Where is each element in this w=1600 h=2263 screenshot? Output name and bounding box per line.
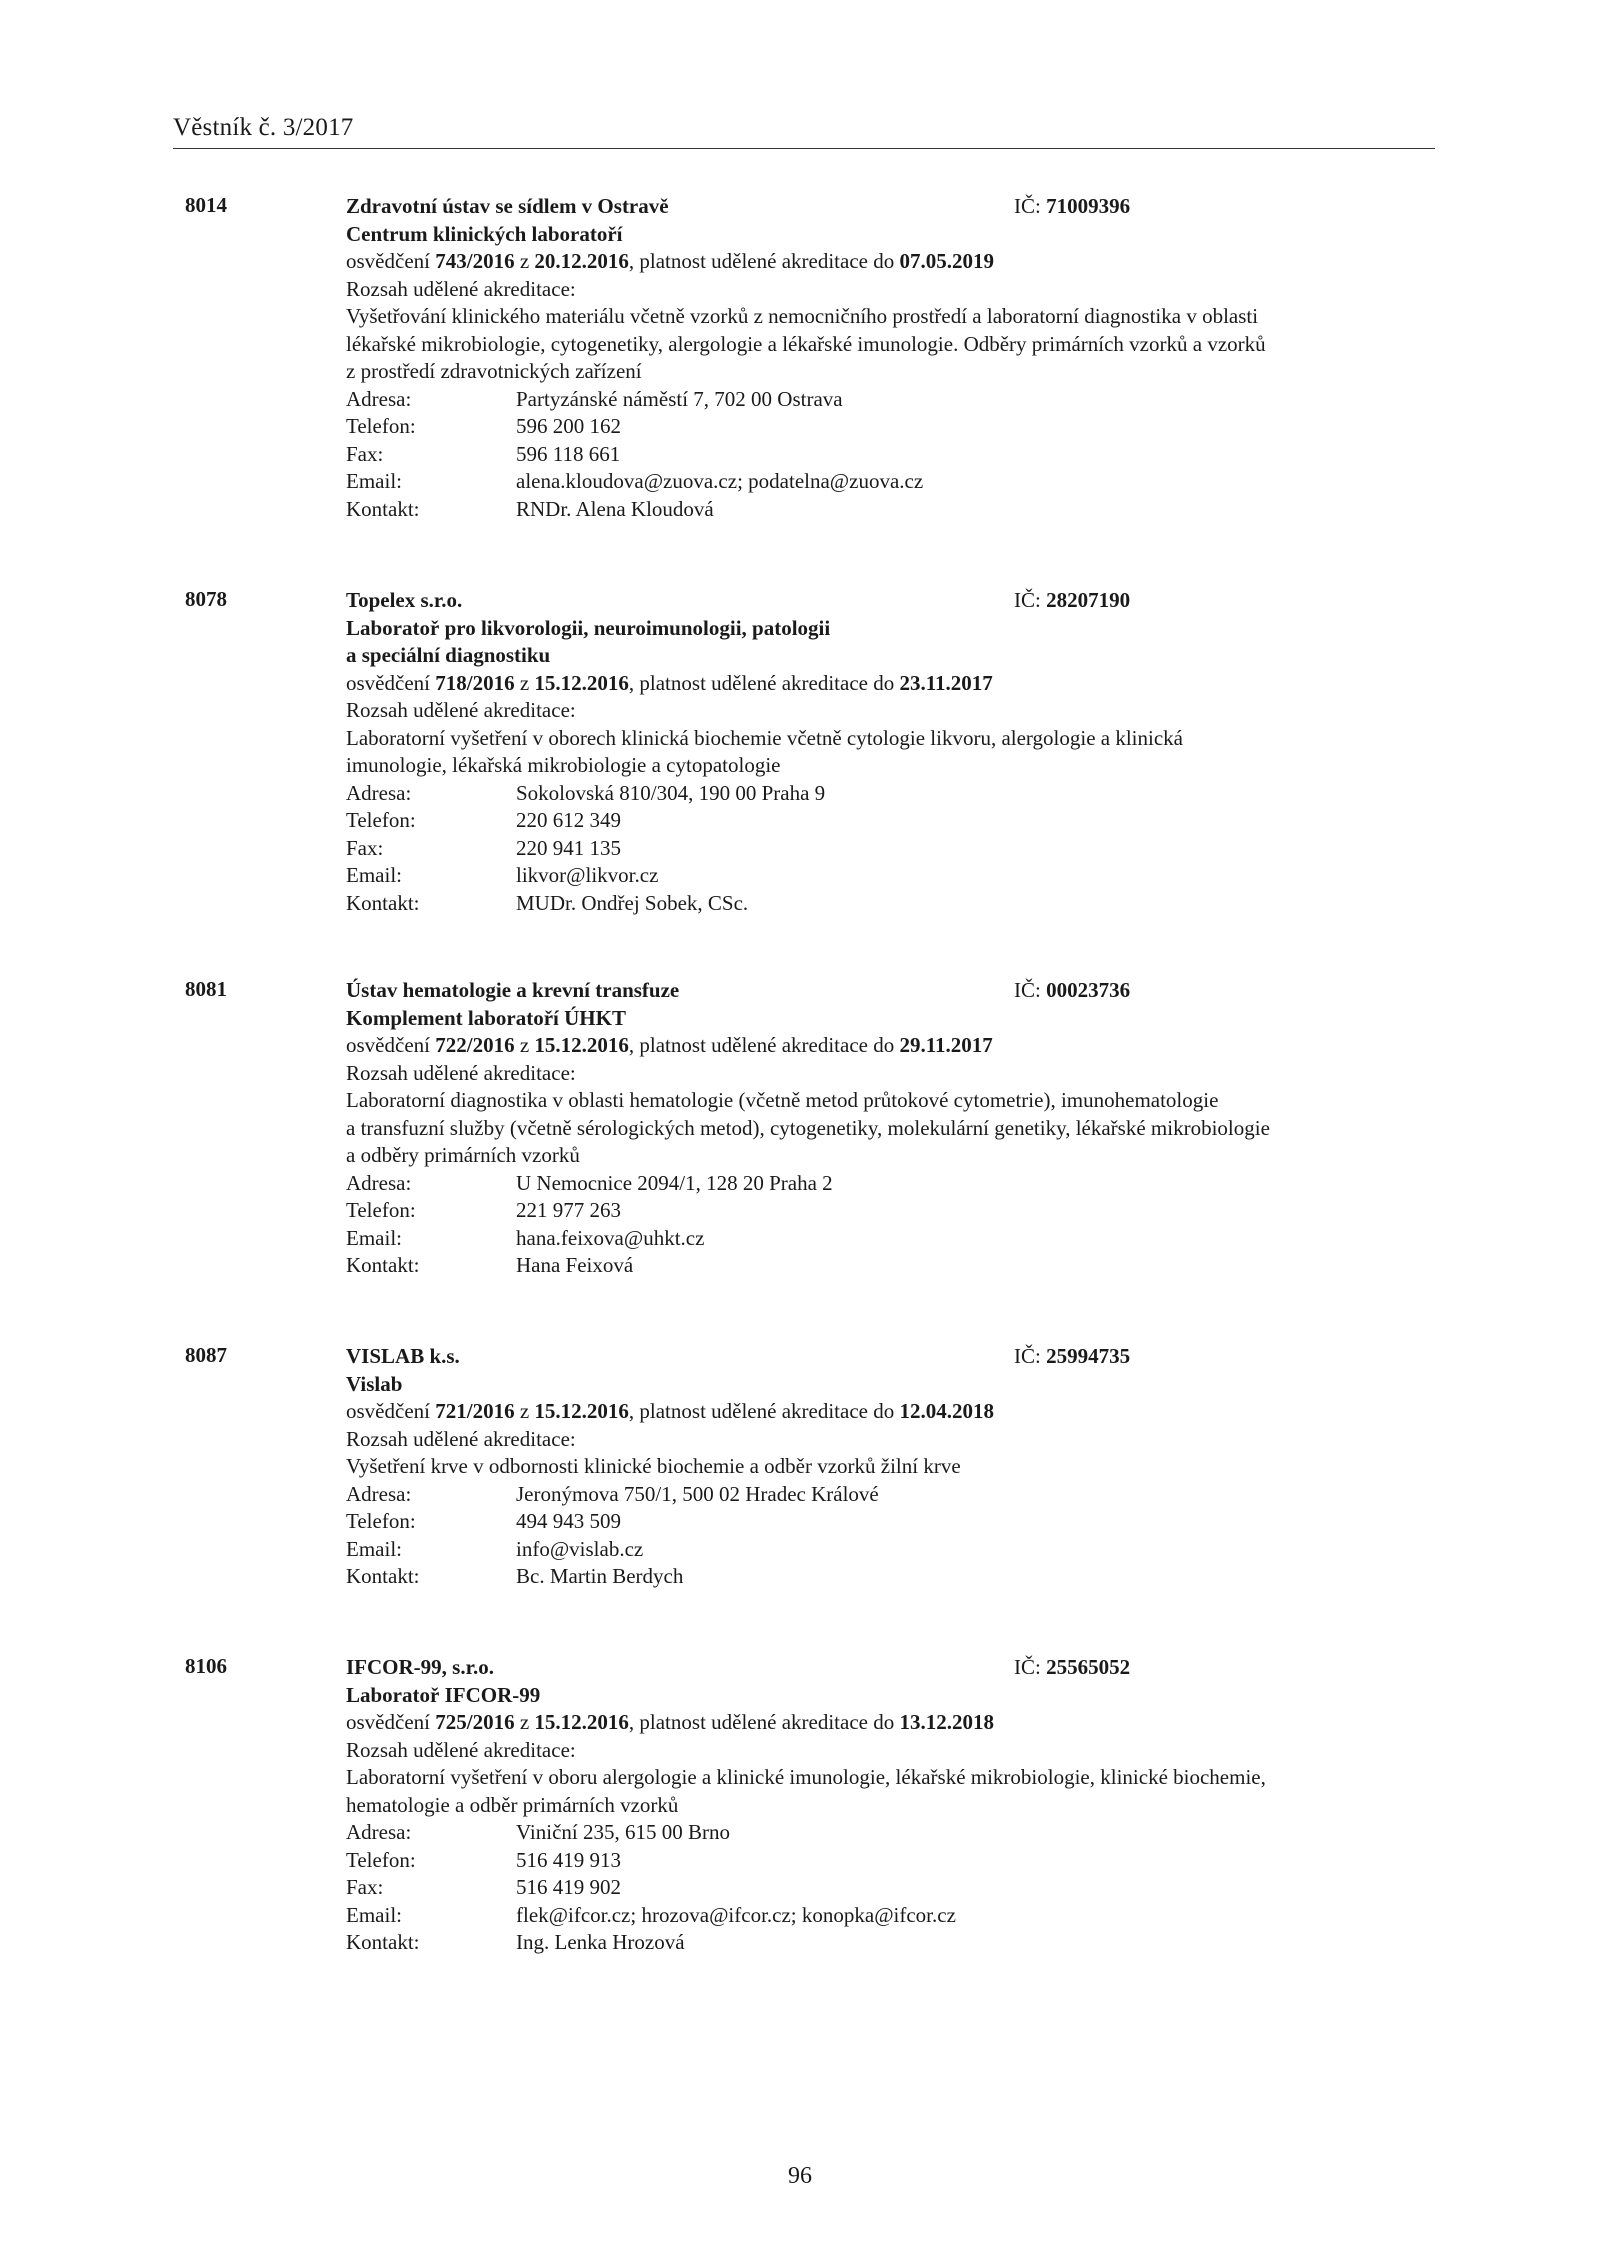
fax-row [346,1874,1426,1902]
contact-row [346,890,1426,918]
certificate-line [346,1398,1426,1426]
scope-text: Vyšetřování klinického materiálu včetně vzorků z nemocničního prostředí a laboratorní diagnostika v oblasti [346,304,1259,328]
address-row [346,1481,1426,1509]
page-number: 96 [788,2163,812,2189]
phone-value: 596 200 162 [516,414,621,438]
phone-value: 494 943 509 [516,1509,621,1533]
email-row [346,468,1426,496]
certificate-number: 722/2016 [435,1033,515,1057]
cert-z: z [519,249,530,273]
contact-value: Ing. Lenka Hrozová [516,1930,685,1954]
address-value: Jeronýmova 750/1, 500 02 Hradec Králové [516,1481,879,1506]
fax-value: 516 419 902 [516,1875,621,1899]
org-line [346,1654,1426,1682]
ico-value: 71009396 [1046,194,1131,218]
entry-number: 8078 [185,587,227,611]
laboratory-name: Komplement laboratoří ÚHKT [346,1005,626,1030]
email-label: Email: [346,1536,402,1561]
ico-field [1014,977,1130,1005]
ico-field [1014,587,1130,615]
organization-name: Ústav hematologie a krevní transfuze [346,978,680,1002]
cert-prefix: osvědčení [346,1710,430,1734]
scope-label: Rozsah udělené akreditace: [346,1060,576,1085]
validity-date: 13.12.2018 [899,1710,994,1734]
laboratory-name: Laboratoř IFCOR-99 [346,1682,541,1707]
phone-value: 221 977 263 [516,1198,621,1222]
scope-text: Vyšetření krve v odbornosti klinické biochemie a odběr vzorků žilní krve [346,1454,961,1478]
email-label: Email: [346,1225,402,1250]
phone-label: Telefon: [346,1847,416,1872]
org-line [346,193,1426,221]
address-label: Adresa: [346,1481,412,1506]
cert-prefix: osvědčení [346,249,430,273]
contact-row [346,1252,1426,1280]
scope-text: Laboratorní vyšetření v oborech klinická biochemie včetně cytologie likvoru, alergologie a klinická [346,725,1183,750]
scope-label: Rozsah udělené akreditace: [346,1426,576,1451]
ico-field [1014,1654,1130,1682]
ico-field [1014,193,1130,221]
certificate-number: 725/2016 [435,1710,515,1734]
email-row [346,862,1426,890]
email-label: Email: [346,863,402,887]
entry-body [346,193,1426,523]
certificate-date: 15.12.2016 [534,1399,629,1423]
phone-row [346,807,1426,835]
entry-number: 8014 [185,193,227,217]
ico-value: 00023736 [1046,978,1131,1002]
cert-mid: , platnost udělené akreditace do [628,1710,895,1734]
cert-mid: , platnost udělené akreditace do [628,670,895,695]
fax-value: 220 941 135 [516,835,621,860]
scope-text: imunologie, lékařská mikrobiologie a cytopatologie [346,753,781,777]
email-label: Email: [346,469,402,493]
scope-text: z prostředí zdravotnických zařízení [346,359,642,383]
scope-text: a transfuzní služby (včetně sérologických metod), cytogenetiky, molekulární genetiky, lékařské mikrobiologie [346,1115,1270,1140]
cert-z: z [519,670,530,695]
organization-name: Zdravotní ústav se sídlem v Ostravě [346,194,669,218]
certificate-date: 20.12.2016 [534,249,629,273]
fax-label: Fax: [346,441,384,466]
scope-label: Rozsah udělené akreditace: [346,698,576,722]
certificate-number: 718/2016 [435,670,515,695]
entry-body [346,587,1426,917]
phone-value: 220 612 349 [516,808,621,832]
org-line [346,977,1426,1005]
phone-row [346,1508,1426,1536]
phone-row [346,413,1426,441]
address-row [346,386,1426,414]
contact-label: Kontakt: [346,496,420,521]
entry-number: 8081 [185,977,227,1001]
ico-field [1014,1343,1130,1371]
phone-label: Telefon: [346,1198,416,1222]
ico-label: IČ: [1014,1655,1041,1679]
certificate-line [346,1709,1426,1737]
certificate-date: 15.12.2016 [534,1033,629,1057]
journal-title: Věstník č. 3/2017 [173,114,354,141]
organization-name: IFCOR-99, s.r.o. [346,1655,494,1679]
address-label: Adresa: [346,1820,412,1844]
cert-prefix: osvědčení [346,670,430,695]
ico-label: IČ: [1014,1344,1041,1368]
ico-label: IČ: [1014,588,1041,612]
scope-text: lékařské mikrobiologie, cytogenetiky, alergologie a lékařské imunologie. Odběry primárních vzorků a vzorků [346,331,1266,356]
scope-label: Rozsah udělené akreditace: [346,276,576,301]
contact-value: Bc. Martin Berdych [516,1564,684,1588]
entry-number: 8087 [185,1343,227,1367]
email-value[interactable]: flek@ifcor.cz; hrozova@ifcor.cz; konopka@ifcor.cz [516,1902,956,1927]
certificate-line [346,1032,1426,1060]
address-value: U Nemocnice 2094/1, 128 20 Praha 2 [516,1170,833,1195]
fax-value: 596 118 661 [516,441,621,466]
contact-label: Kontakt: [346,1564,420,1588]
entry-number: 8106 [185,1654,227,1678]
fax-label: Fax: [346,1875,384,1899]
fax-row [346,441,1426,469]
validity-date: 29.11.2017 [899,1033,993,1057]
contact-row [346,496,1426,524]
scope-text: Laboratorní diagnostika v oblasti hematologie (včetně metod průtokové cytometrie), imunohematologie [346,1088,1219,1112]
phone-row [346,1847,1426,1875]
phone-row [346,1197,1426,1225]
ico-value: 25994735 [1046,1344,1131,1368]
address-row [346,1170,1426,1198]
address-row [346,780,1426,808]
org-line [346,1343,1426,1371]
email-value[interactable]: info@vislab.cz [516,1536,644,1561]
email-label: Email: [346,1902,402,1927]
contact-row [346,1563,1426,1591]
page-header [173,112,1435,149]
certificate-line [346,670,1426,698]
ico-value: 28207190 [1046,588,1131,612]
phone-label: Telefon: [346,1509,416,1533]
entry-body [346,1654,1426,1957]
cert-prefix: osvědčení [346,1399,430,1423]
contact-value: Hana Feixová [516,1253,634,1277]
scope-text: hematologie a odběr primárních vzorků [346,1792,679,1817]
ico-label: IČ: [1014,194,1041,218]
ico-label: IČ: [1014,978,1041,1002]
contact-label: Kontakt: [346,1930,420,1954]
cert-mid: , platnost udělené akreditace do [628,1399,895,1423]
email-value[interactable]: alena.kloudova@zuova.cz; podatelna@zuova.cz [516,469,924,493]
contact-label: Kontakt: [346,1253,420,1277]
email-row [346,1902,1426,1930]
email-row [346,1225,1426,1253]
certificate-date: 15.12.2016 [534,670,629,695]
validity-date: 12.04.2018 [899,1399,994,1423]
cert-z: z [519,1033,530,1057]
phone-label: Telefon: [346,808,416,832]
fax-label: Fax: [346,835,384,860]
cert-mid: , platnost udělené akreditace do [628,1033,895,1057]
scope-label: Rozsah udělené akreditace: [346,1737,576,1762]
certificate-line [346,248,1426,276]
phone-label: Telefon: [346,414,416,438]
phone-value: 516 419 913 [516,1847,621,1872]
address-value: Partyzánské náměstí 7, 702 00 Ostrava [516,386,843,411]
address-value: Viniční 235, 615 00 Brno [516,1820,730,1844]
validity-date: 07.05.2019 [899,249,994,273]
laboratory-name: Vislab [346,1371,403,1396]
entry-body [346,1343,1426,1591]
scope-text: Laboratorní vyšetření v oboru alergologie a klinické imunologie, lékařské mikrobiologie, klinické biochemie, [346,1765,1266,1789]
email-value[interactable]: likvor@likvor.cz [516,863,659,887]
address-row [346,1819,1426,1847]
laboratory-name: Centrum klinických laboratoří [346,221,623,246]
email-value[interactable]: hana.feixova@uhkt.cz [516,1225,705,1250]
certificate-number: 721/2016 [435,1399,515,1423]
address-label: Adresa: [346,1170,412,1195]
laboratory-name: Laboratoř pro likvorologii, neuroimunologii, patologii [346,615,831,640]
ico-value: 25565052 [1046,1655,1131,1679]
contact-value: RNDr. Alena Kloudová [516,496,714,521]
laboratory-name: a speciální diagnostiku [346,643,551,667]
address-label: Adresa: [346,386,412,411]
cert-mid: , platnost udělené akreditace do [628,249,895,273]
contact-row [346,1929,1426,1957]
contact-value: MUDr. Ondřej Sobek, CSc. [516,890,749,915]
contact-label: Kontakt: [346,890,420,915]
cert-z: z [519,1399,530,1423]
scope-text: a odběry primárních vzorků [346,1143,580,1167]
entry-body [346,977,1426,1280]
address-value: Sokolovská 810/304, 190 00 Praha 9 [516,780,826,805]
organization-name: VISLAB k.s. [346,1344,460,1368]
cert-z: z [519,1710,530,1734]
address-label: Adresa: [346,780,412,805]
certificate-number: 743/2016 [435,249,515,273]
email-row [346,1536,1426,1564]
org-line [346,587,1426,615]
fax-row [346,835,1426,863]
certificate-date: 15.12.2016 [534,1710,629,1734]
validity-date: 23.11.2017 [899,670,993,695]
organization-name: Topelex s.r.o. [346,588,463,612]
cert-prefix: osvědčení [346,1033,430,1057]
